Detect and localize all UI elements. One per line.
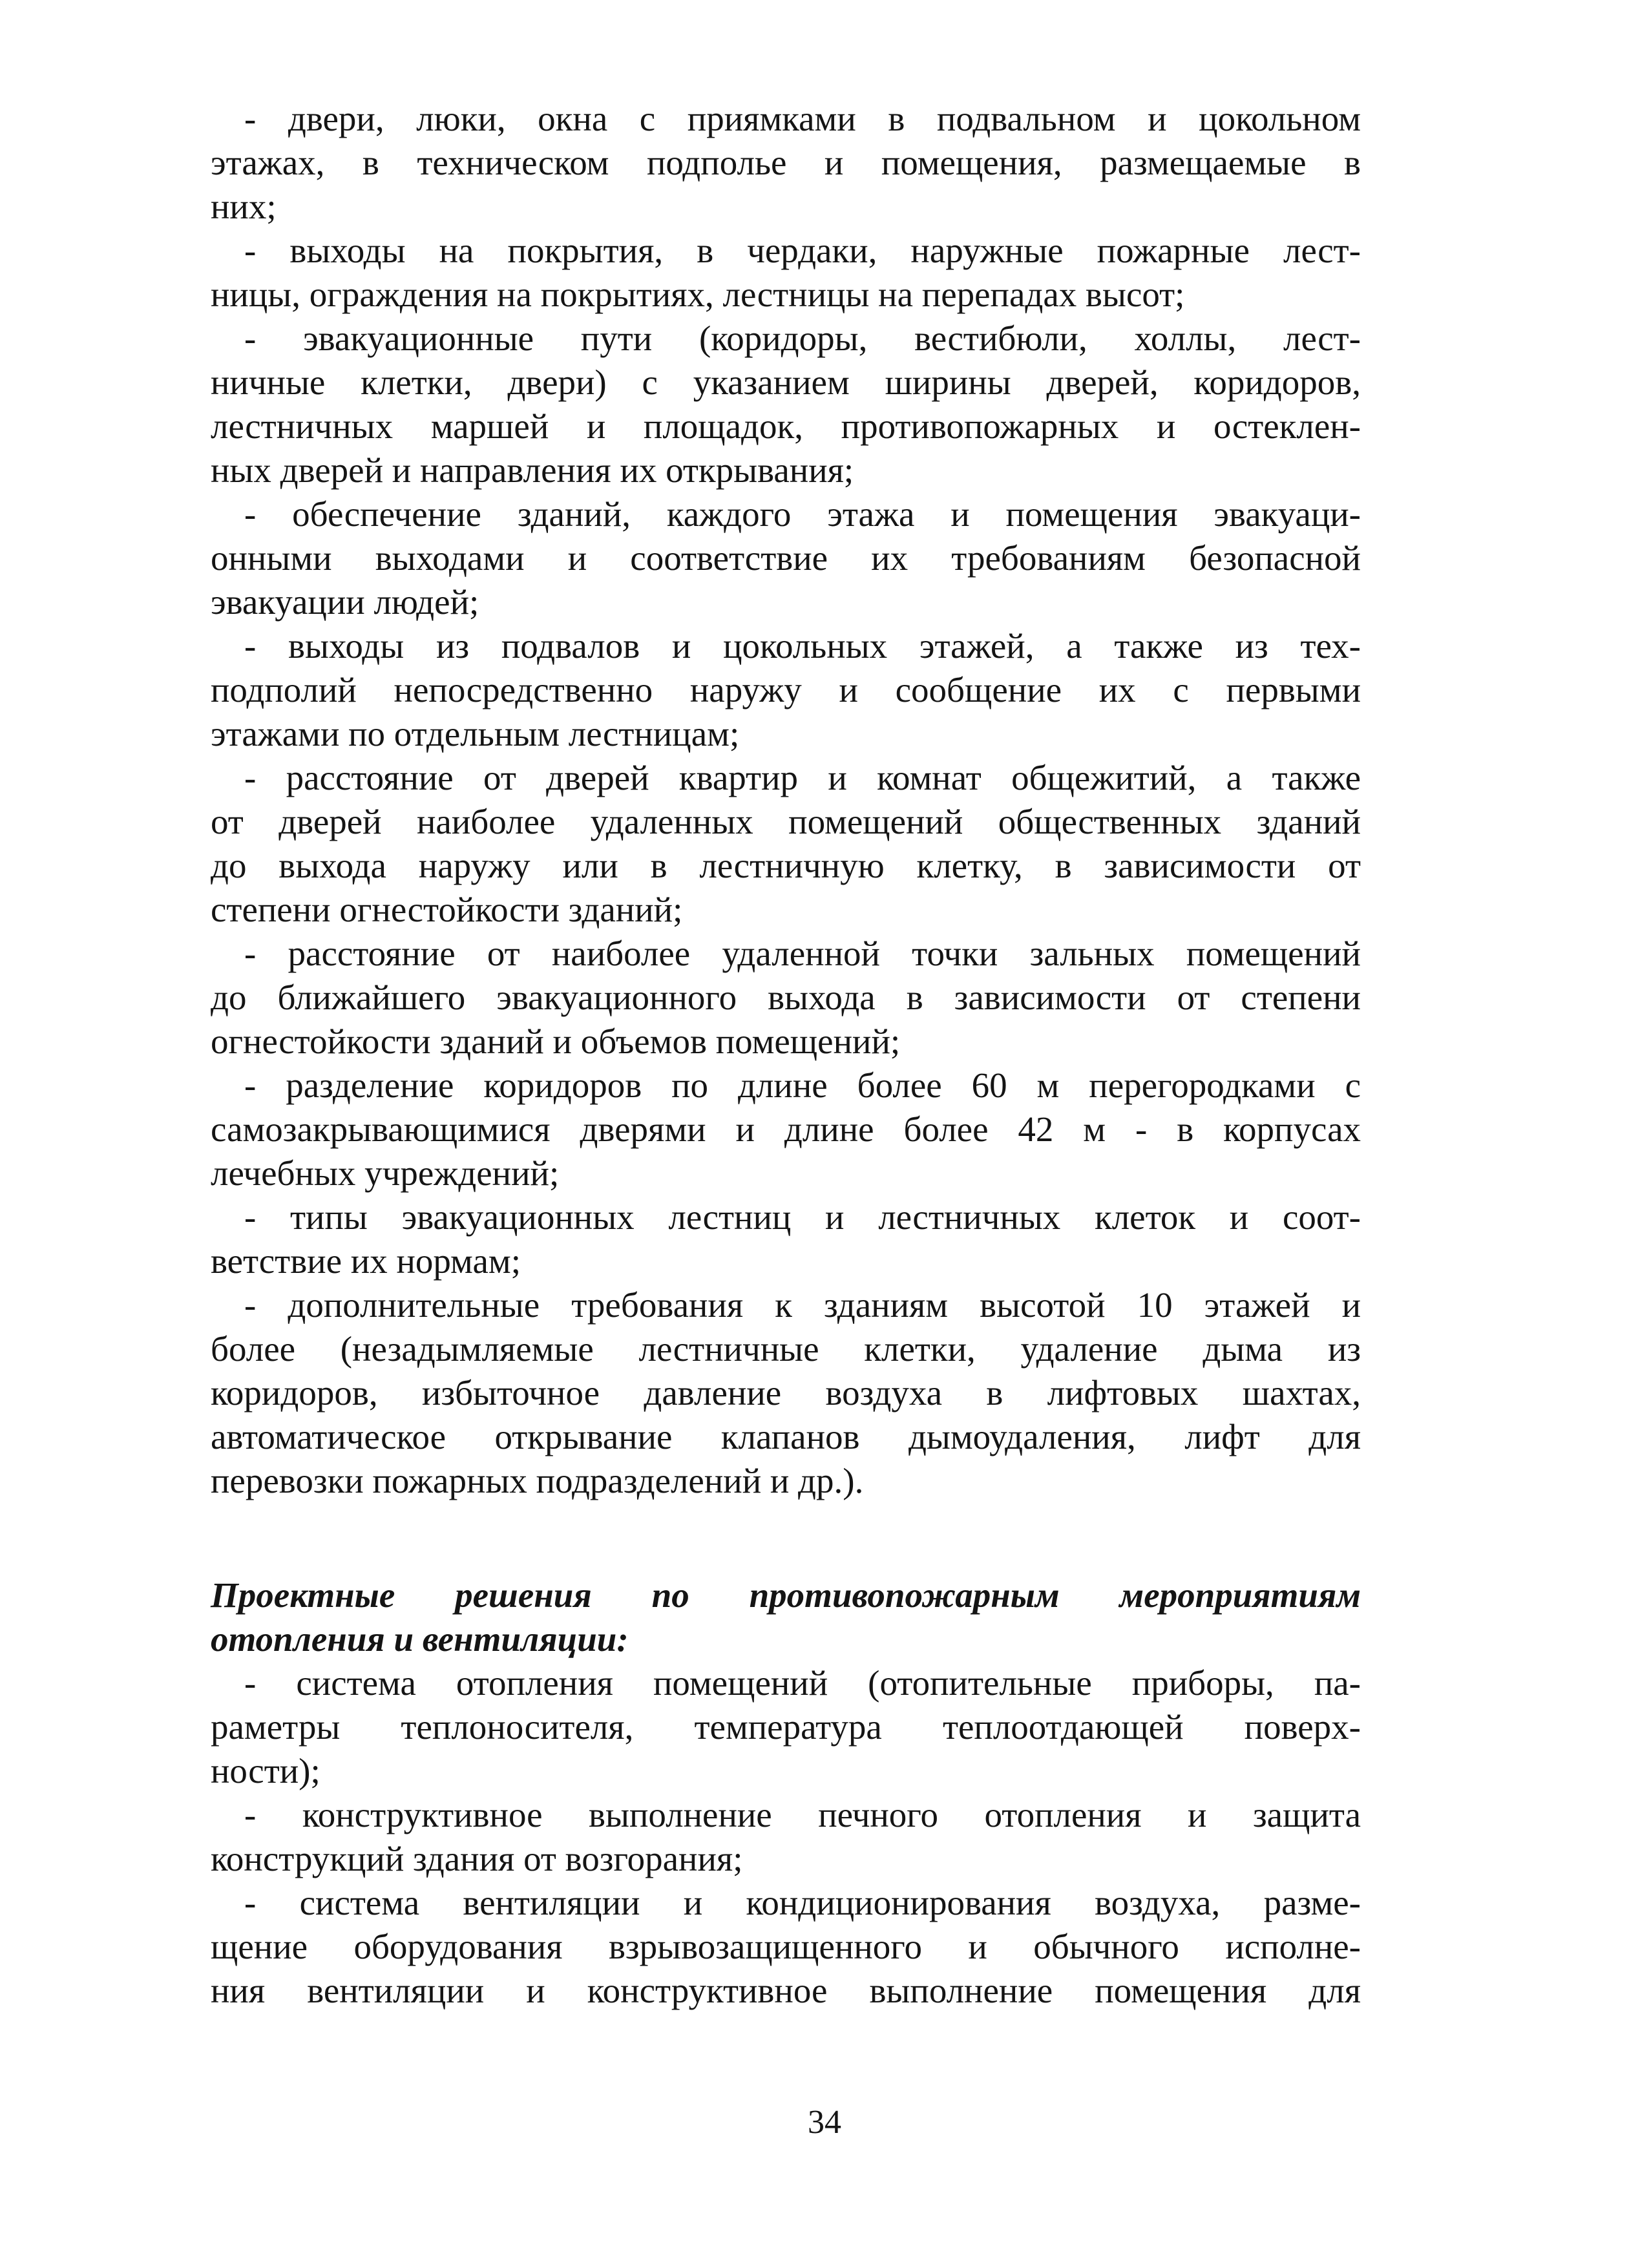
text-line: щение оборудования взрывозащищенного и обычного исполне- [211, 1927, 1361, 1966]
text-line: - дополнительные требования к зданиям высотой 10 этажей и [244, 1285, 1361, 1325]
text-line: ницы, ограждения на покрытиях, лестницы на перепадах высот; [211, 275, 1185, 314]
text-line: огнестойкости зданий и объемов помещений; [211, 1022, 901, 1061]
text-line: до выхода наружу или в лестничную клетку, в зависимости от [211, 846, 1361, 885]
text-line: до ближайшего эвакуационного выхода в зависимости от степени [211, 978, 1361, 1017]
text-line: Проектные решения по противопожарным мероприятиям [211, 1575, 1361, 1615]
text-line: - двери, люки, окна с приямками в подвальном и цокольном [244, 99, 1361, 138]
text-line: автоматическое открывание клапанов дымоудаления, лифт для [211, 1417, 1361, 1456]
text-line: - типы эвакуационных лестниц и лестничных клеток и соот- [244, 1197, 1361, 1237]
text-line: лестничных маршей и площадок, противопожарных и остеклен- [211, 406, 1361, 446]
text-line: ных дверей и направления их открывания; [211, 450, 854, 490]
text-line: самозакрывающимися дверями и длине более 42 м - в корпусах [211, 1109, 1361, 1149]
body-text-block-1 [211, 97, 1361, 1503]
text-line: - выходы на покрытия, в чердаки, наружные пожарные лест- [244, 231, 1361, 270]
text-line: - выходы из подвалов и цокольных этажей, а также из тех- [244, 626, 1361, 666]
page-number: 34 [808, 2104, 841, 2141]
text-line: ничные клетки, двери) с указанием ширины дверей, коридоров, [211, 362, 1361, 402]
text-line: ности); [211, 1751, 320, 1790]
text-line: эвакуации людей; [211, 582, 479, 622]
text-line: - обеспечение зданий, каждого этажа и помещения эвакуаци- [244, 494, 1361, 534]
text-line: этажах, в техническом подполье и помещения, размещаемые в [211, 143, 1361, 182]
text-line: - разделение коридоров по длине более 60 м перегородками с [244, 1066, 1361, 1105]
text-line: перевозки пожарных подразделений и др.). [211, 1461, 864, 1500]
text-line: - расстояние от дверей квартир и комнат общежитий, а также [244, 758, 1361, 797]
text-line: ния вентиляции и конструктивное выполнение помещения для [211, 1971, 1361, 2010]
text-line: них; [211, 187, 277, 226]
text-line: ветствие их нормам; [211, 1241, 521, 1281]
text-line: подполий непосредственно наружу и сообщение их с первыми [211, 670, 1361, 709]
text-line: от дверей наиболее удаленных помещений общественных зданий [211, 802, 1361, 841]
text-line: более (незадымляемые лестничные клетки, удаление дыма из [211, 1329, 1361, 1369]
body-text-block-2 [211, 1661, 1361, 2013]
text-line: коридоров, избыточное давление воздуха в лифтовых шахтах, [211, 1373, 1361, 1412]
text-line: степени огнестойкости зданий; [211, 890, 683, 929]
text-line: - конструктивное выполнение печного отопления и защита [244, 1795, 1361, 1834]
text-line: - система отопления помещений (отопительные приборы, па- [244, 1663, 1361, 1703]
text-line: - система вентиляции и кондиционирования воздуха, разме- [244, 1883, 1361, 1922]
text-line: - эвакуационные пути (коридоры, вестибюли, холлы, лест- [244, 319, 1361, 358]
text-line: раметры теплоносителя, температура теплоотдающей поверх- [211, 1707, 1361, 1747]
text-line: отопления и вентиляции: [211, 1619, 629, 1659]
text-line: конструкций здания от возгорания; [211, 1839, 743, 1878]
text-line: этажами по отдельным лестницам; [211, 714, 740, 753]
text-line: онными выходами и соответствие их требованиям безопасной [211, 538, 1361, 578]
text-line: - расстояние от наиболее удаленной точки зальных помещений [244, 934, 1361, 973]
section-heading [211, 1573, 1361, 1661]
text-line: лечебных учреждений; [211, 1153, 560, 1193]
